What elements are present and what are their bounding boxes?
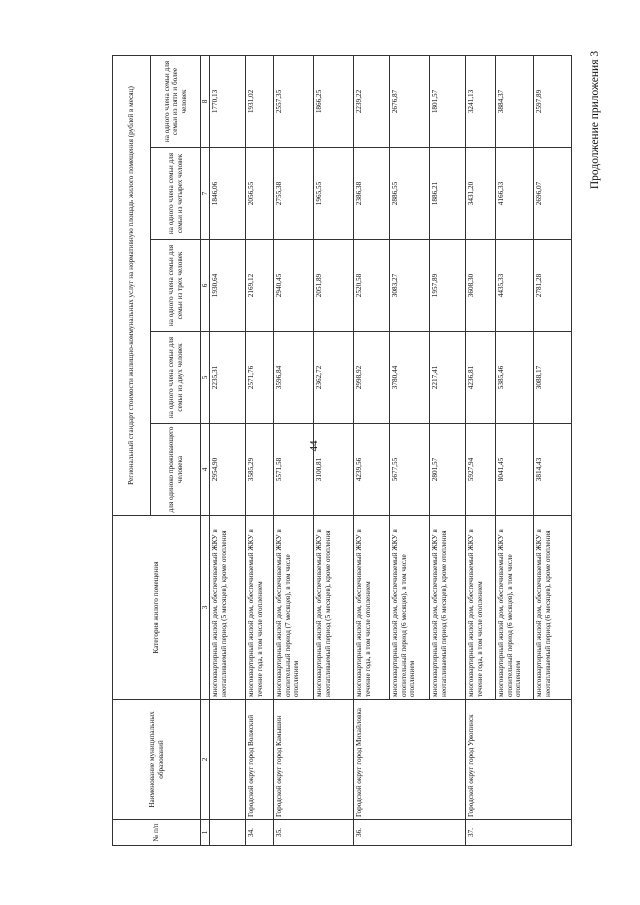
value-family-4: 2886,55: [390, 148, 430, 240]
municipality-name: [210, 700, 246, 820]
value-family-3: 3083,27: [390, 240, 430, 332]
table-row: [246, 55, 274, 845]
value-single: 3814,43: [534, 424, 572, 516]
value-family-3: 2051,89: [314, 240, 354, 332]
municipality-name: Городской округ город Волжский: [246, 700, 274, 820]
table-row: [466, 55, 496, 845]
subheader-family-2: на одного члена семьи для семьи из двух человек: [151, 332, 201, 424]
value-family-4: 1965,55: [314, 148, 354, 240]
value-family-4: 2386,38: [354, 148, 390, 240]
housing-category: многоквартирный жилой дом, обеспечиваемый ЖКУ в течение года, в том числе отоплением: [246, 516, 274, 700]
housing-category: многоквартирный жилой дом, обеспечиваемый ЖКУ в неотапливаемый период (5 месяцев), кроме отопления: [314, 516, 354, 700]
value-family-2: 3596,84: [274, 332, 314, 424]
housing-category: многоквартирный жилой дом, обеспечиваемый ЖКУ в течение года, в том числе отоплением: [354, 516, 390, 700]
value-family-5: 1801,57: [430, 55, 466, 147]
value-single: 2954,90: [210, 424, 246, 516]
col-index: 6: [201, 240, 210, 332]
housing-category: многоквартирный жилой дом, обеспечиваемый ЖКУ в отопительный период (6 месяцев), в том числе отоплением: [390, 516, 430, 700]
value-single: 3585,29: [246, 424, 274, 516]
value-family-4: 3431,20: [466, 148, 496, 240]
housing-standard-table: [112, 55, 572, 846]
value-family-2: 3780,44: [390, 332, 430, 424]
rotated-table-sheet: [112, 56, 562, 846]
value-family-5: 2597,89: [534, 55, 572, 147]
col-index: 8: [201, 55, 210, 147]
municipality-name: Городской округ город Урюпинск: [466, 700, 572, 820]
value-family-5: 3241,13: [466, 55, 496, 147]
value-family-5: 3884,37: [496, 55, 534, 147]
row-number: 34.: [246, 820, 274, 846]
value-family-3: 3608,30: [466, 240, 496, 332]
col-index: 3: [201, 516, 210, 700]
value-family-4: 4166,33: [496, 148, 534, 240]
col-index: 7: [201, 148, 210, 240]
housing-category: многоквартирный жилой дом, обеспечиваемый ЖКУ в неотапливаемый период (6 месяцев), кроме отопления: [534, 516, 572, 700]
value-single: 8041,45: [496, 424, 534, 516]
value-family-2: 2362,72: [314, 332, 354, 424]
value-family-2: 4236,81: [466, 332, 496, 424]
housing-category: многоквартирный жилой дом, обеспечиваемый ЖКУ в неотапливаемый период (6 месяцев), кроме отопления: [430, 516, 466, 700]
value-family-2: 3088,17: [534, 332, 572, 424]
subheader-family-4: на одного члена семьи для семьи из четырех человек: [151, 148, 201, 240]
header-standard: Региональный стандарт стоимости жилищно-коммунальных услуг на нормативную площадь жилого помещения (рублей в месяц): [113, 55, 151, 515]
value-family-3: 1957,89: [430, 240, 466, 332]
value-family-5: 2676,87: [390, 55, 430, 147]
row-number: 35.: [274, 820, 354, 846]
col-index: 1: [201, 820, 210, 846]
subheader-family-5: на одного члена семьи для семьи из пяти и более человек: [151, 55, 201, 147]
col-index: 4: [201, 424, 210, 516]
value-single: 3100,81: [314, 424, 354, 516]
col-index: 2: [201, 700, 210, 820]
value-single: 5927,94: [466, 424, 496, 516]
subheader-family-3: на одного члена семьи для семьи из трех человек: [151, 240, 201, 332]
table-row: [354, 55, 390, 845]
value-family-3: 2169,12: [246, 240, 274, 332]
appendix-continuation-label: Продолжение приложения 3: [589, 50, 601, 190]
value-single: 2801,57: [430, 424, 466, 516]
value-family-3: 2520,58: [354, 240, 390, 332]
value-family-5: 1931,02: [246, 55, 274, 147]
row-number: [210, 820, 246, 846]
subheader-single: для одиноко проживающего человека: [151, 424, 201, 516]
value-single: 4239,56: [354, 424, 390, 516]
value-family-4: 1886,21: [430, 148, 466, 240]
value-family-3: 2781,28: [534, 240, 572, 332]
page-number: 44: [308, 440, 320, 452]
header-municipality: Наименование муниципальных образований: [113, 700, 201, 820]
table-row: [274, 55, 314, 845]
value-family-2: 2217,41: [430, 332, 466, 424]
table-row: [210, 55, 246, 845]
value-family-5: 2239,22: [354, 55, 390, 147]
value-family-3: 4435,33: [496, 240, 534, 332]
col-index: 5: [201, 332, 210, 424]
housing-category: многоквартирный жилой дом, обеспечиваемый ЖКУ в неотапливаемый период (5 месяцев), кроме отопления: [210, 516, 246, 700]
value-family-2: 5385,46: [496, 332, 534, 424]
value-family-3: 1930,64: [210, 240, 246, 332]
value-family-3: 2940,45: [274, 240, 314, 332]
value-family-4: 2755,38: [274, 148, 314, 240]
value-family-4: 1846,06: [210, 148, 246, 240]
value-family-5: 1770,13: [210, 55, 246, 147]
row-number: 37.: [466, 820, 572, 846]
municipality-name: Городской округ город Михайловка: [354, 700, 466, 820]
value-family-4: 2696,07: [534, 148, 572, 240]
value-family-5: 1866,25: [314, 55, 354, 147]
value-single: 5677,55: [390, 424, 430, 516]
housing-category: многоквартирный жилой дом, обеспечиваемый ЖКУ в отопительный период (7 месяцев), в том числе отоплением: [274, 516, 314, 700]
value-family-5: 2557,35: [274, 55, 314, 147]
value-family-4: 2056,55: [246, 148, 274, 240]
municipality-name: Городской округ город Камышин: [274, 700, 354, 820]
housing-category: многоквартирный жилой дом, обеспечиваемый ЖКУ в отопительный период (6 месяцев), в том числе отоплением: [496, 516, 534, 700]
value-family-2: 2235,31: [210, 332, 246, 424]
housing-category: многоквартирный жилой дом, обеспечиваемый ЖКУ в течение года, в том числе отоплением: [466, 516, 496, 700]
header-category: Категория жилого помещения: [113, 516, 201, 700]
value-single: 5571,58: [274, 424, 314, 516]
row-number: 36.: [354, 820, 466, 846]
value-family-2: 2998,92: [354, 332, 390, 424]
header-num: № п/п: [113, 820, 201, 846]
value-family-2: 2571,76: [246, 332, 274, 424]
